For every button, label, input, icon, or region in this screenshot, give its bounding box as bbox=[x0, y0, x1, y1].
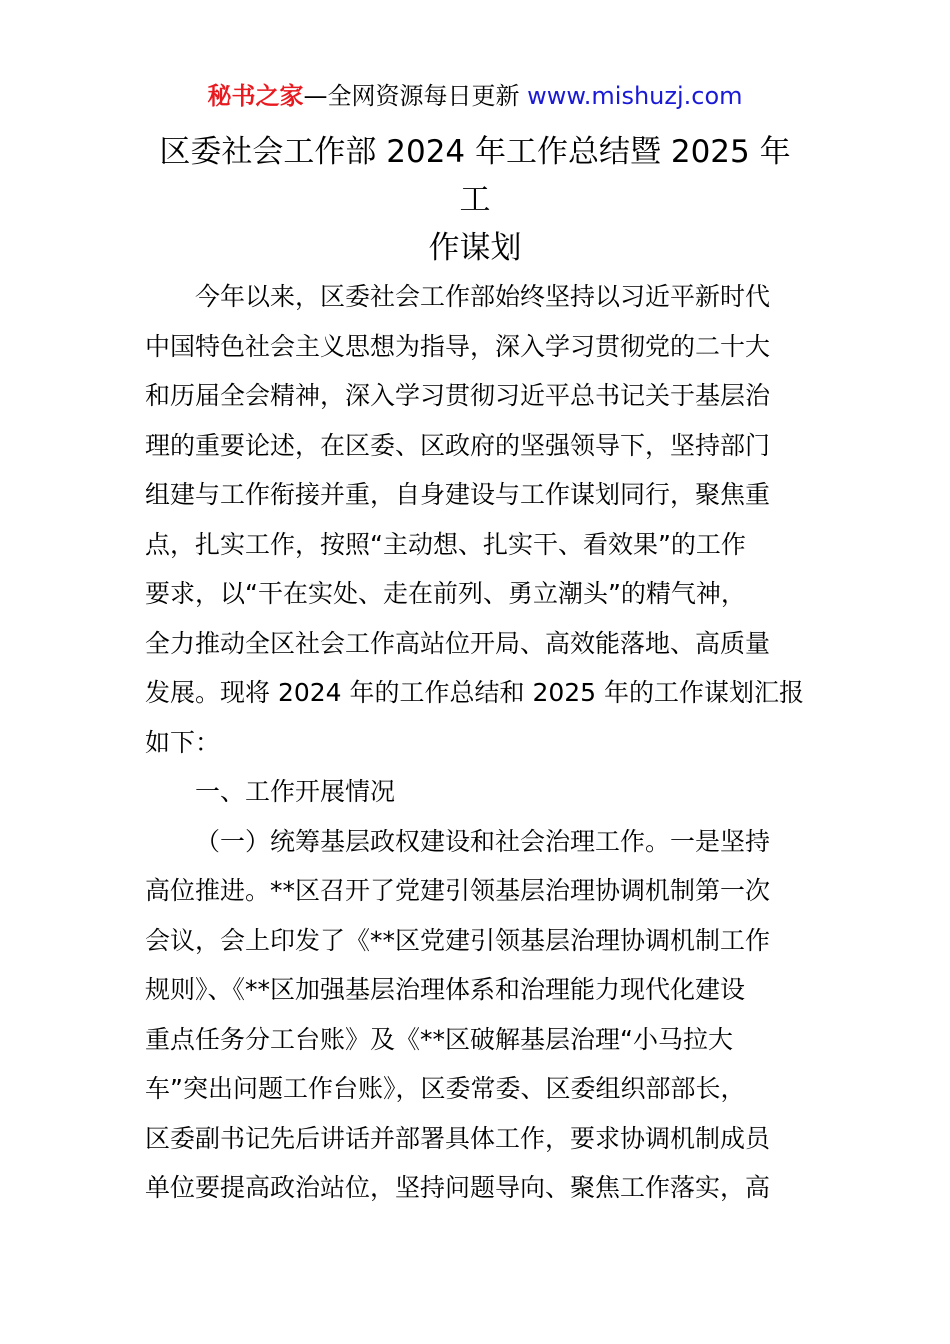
paragraph-line: 今年以来，区委社会工作部始终坚持以习近平新时代 bbox=[195, 282, 771, 311]
paragraph-line: 理的重要论述，在区委、区政府的坚强领导下，坚持部门 bbox=[145, 430, 771, 460]
paragraph-line: 如下： bbox=[145, 727, 221, 757]
paragraph-line: 车”突出问题工作台账》，区委常委、区委组织部部长， bbox=[145, 1074, 746, 1103]
brand-name: 秘书之家 bbox=[207, 82, 304, 110]
paragraph-line: 单位要提高政治站位，坚持问题导向、聚焦工作落实，高 bbox=[145, 1173, 771, 1202]
document-body bbox=[145, 272, 807, 1213]
paragraph-line: 规则》、《**区加强基层治理体系和治理能力现代化建设 bbox=[145, 975, 746, 1004]
paragraph-line: 和历届全会精神，深入学习贯彻习近平总书记关于基层治 bbox=[145, 381, 771, 410]
paragraph-line: （一）统筹基层政权建设和社会治理工作。一是坚持 bbox=[195, 826, 771, 856]
header-tagline: —全网资源每日更新 bbox=[303, 82, 528, 110]
paragraph-line: 组建与工作衔接并重，自身建设与工作谋划同行，聚焦重 bbox=[145, 480, 771, 509]
site-link[interactable]: www.mishuzj.com bbox=[527, 82, 743, 110]
document-title bbox=[145, 128, 805, 272]
section-heading: 一、工作开展情况 bbox=[195, 777, 396, 806]
title-line: 区委社会工作部 2024 年工作总结暨 2025 年工 bbox=[159, 134, 791, 218]
paragraph-line: 全力推动全区社会工作高站位开局、高效能落地、高质量 bbox=[145, 628, 771, 658]
paragraph-line: 中国特色社会主义思想为指导，深入学习贯彻党的二十大 bbox=[145, 331, 771, 361]
site-header bbox=[0, 78, 950, 114]
paragraph-line: 要求，以“干在实处、走在前列、勇立潮头”的精气神， bbox=[145, 579, 746, 608]
paragraph-line: 发展。现将 2024 年的工作总结和 2025 年的工作谋划汇报 bbox=[145, 678, 805, 707]
paragraph-line: 点，扎实工作，按照“主动想、扎实干、看效果”的工作 bbox=[145, 529, 746, 559]
title-line: 作谋划 bbox=[428, 230, 522, 266]
paragraph-line: 区委副书记先后讲话并部署具体工作，要求协调机制成员 bbox=[145, 1123, 771, 1153]
paragraph-line: 重点任务分工台账》及《**区破解基层治理“小马拉大 bbox=[145, 1024, 733, 1054]
paragraph-line: 会议，会上印发了《**区党建引领基层治理协调机制工作 bbox=[145, 925, 771, 955]
paragraph-line: 高位推进。**区召开了党建引领基层治理协调机制第一次 bbox=[145, 876, 771, 905]
